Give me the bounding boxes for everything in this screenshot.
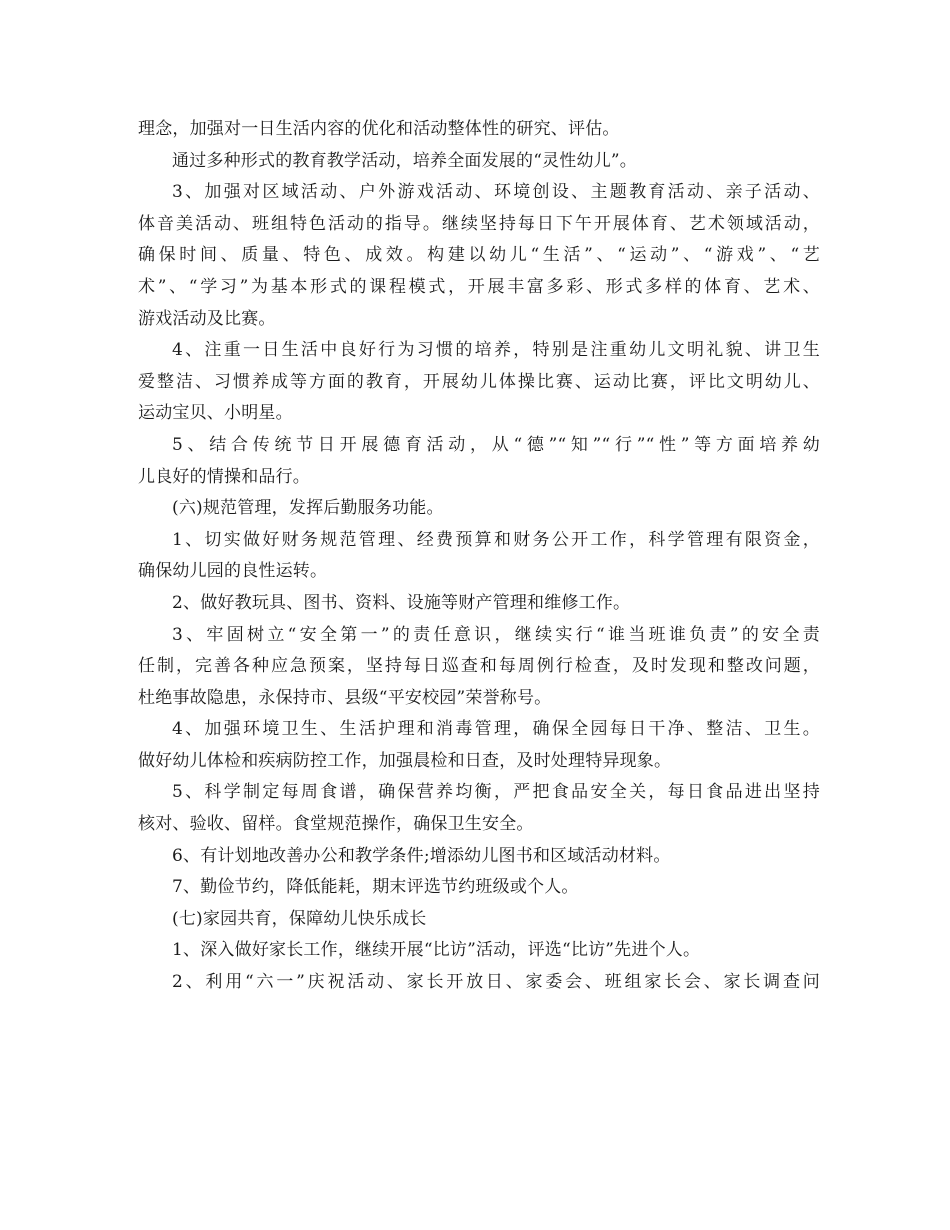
document-line: 1、深入做好家长工作，继续开展“比访”活动，评选“比访”先进个人。 <box>172 940 701 961</box>
document-line: 术”、“学习”为基本形式的课程模式，开展丰富多彩、形式多样的体育、艺术、 <box>138 276 820 297</box>
document-line: 做好幼儿体检和疾病防控工作，加强晨检和日查，及时处理特异现象。 <box>138 750 672 771</box>
document-line: 运动宝贝、小明星。 <box>138 403 293 424</box>
document-line: 4、注重一日生活中良好行为习惯的培养，特别是注重幼儿文明礼貌、讲卫生 <box>172 340 820 361</box>
document-line: 任制，完善各种应急预案，坚持每日巡查和每周例行检查，及时发现和整改问题， <box>138 656 820 677</box>
document-line: 4、加强环境卫生、生活护理和消毒管理，确保全园每日干净、整洁、卫生。 <box>172 719 820 740</box>
document-line: 儿良好的情操和品行。 <box>138 466 310 487</box>
document-line: 爱整洁、习惯养成等方面的教育，开展幼儿体操比赛、运动比赛，评比文明幼儿、 <box>138 371 820 392</box>
document-line: 3、牢固树立“安全第一”的责任意识，继续实行“谁当班谁负责”的安全责 <box>172 624 820 645</box>
document-line: 2、利用“六一”庆祝活动、家长开放日、家委会、班组家长会、家长调查问 <box>172 972 820 993</box>
document-line: (七)家园共育，保障幼儿快乐成长 <box>172 908 427 929</box>
document-line: 理念，加强对一日生活内容的优化和活动整体性的研究、评估。 <box>138 119 620 139</box>
document-line: 5、科学制定每周食谱，确保营养均衡，严把食品安全关，每日食品进出坚持 <box>172 782 820 803</box>
document-line: 游戏活动及比赛。 <box>138 308 276 329</box>
document-line: 1、切实做好财务规范管理、经费预算和财务公开工作，科学管理有限资金， <box>172 529 820 550</box>
document-line: 2、做好教玩具、图书、资料、设施等财产管理和维修工作。 <box>172 592 631 613</box>
document-line: 3、加强对区域活动、户外游戏活动、环境创设、主题教育活动、亲子活动、 <box>172 182 820 203</box>
document-body <box>138 114 820 999</box>
document-line: 5、结合传统节日开展德育活动，从“德”“知”“行”“性”等方面培养幼 <box>172 434 820 455</box>
document-line: 确保幼儿园的良性运转。 <box>138 561 328 582</box>
document-line: 核对、验收、留样。食堂规范操作，确保卫生安全。 <box>138 814 534 835</box>
document-line: 7、勤俭节约，降低能耗，期末评选节约班级或个人。 <box>172 877 579 898</box>
document-line: (六)规范管理，发挥后勤服务功能。 <box>172 498 444 519</box>
document-line: 通过多种形式的教育教学活动，培养全面发展的“灵性幼儿”。 <box>172 150 637 171</box>
document-line: 体音美活动、班组特色活动的指导。继续坚持每日下午开展体育、艺术领域活动， <box>138 213 820 234</box>
document-line: 6、有计划地改善办公和教学条件;增添幼儿图书和区域活动材料。 <box>172 845 671 866</box>
document-line: 确保时间、质量、特色、成效。构建以幼儿“生活”、“运动”、“游戏”、“艺 <box>138 245 820 266</box>
document-line: 杜绝事故隐患，永保持市、县级“平安校园”荣誉称号。 <box>138 687 552 708</box>
